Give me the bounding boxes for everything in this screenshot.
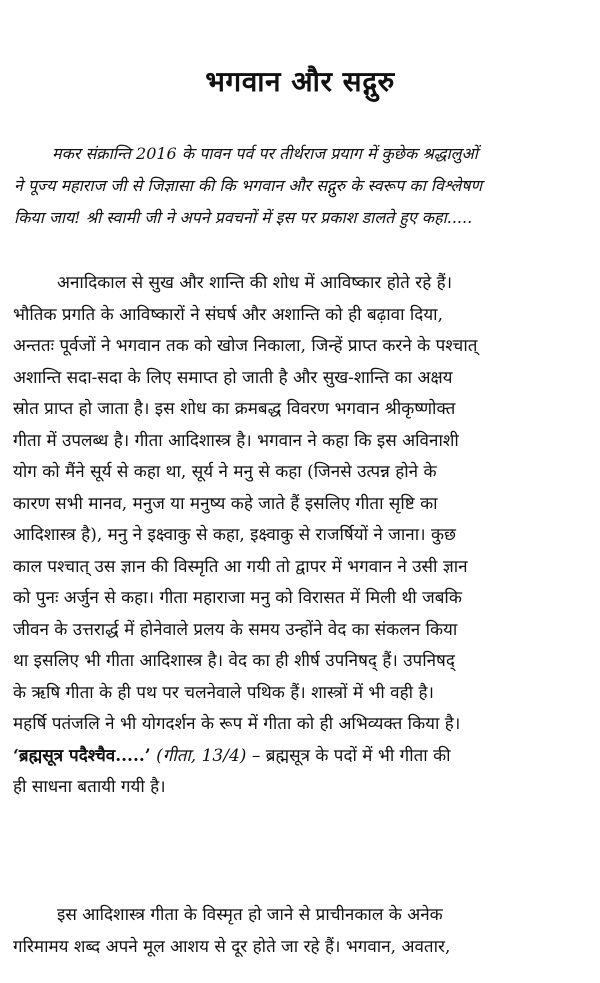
body-line: गीता में उपलब्ध है। गीता आदिशास्त्र है। भगवान ने कहा कि इस अविनाशी: [13, 430, 459, 451]
body-line: के ऋषि गीता के ही पथ पर चलनेवाले पथिक हैं। शास्त्रों में भी वही है।: [13, 682, 434, 703]
intro-line: मकर संक्रान्ति 2016 के पावन पर्व पर तीर्थराज प्रयाग में कुछेक श्रद्धालुओं: [52, 144, 478, 163]
quote-line: [13, 741, 587, 773]
intro-paragraph: [14, 138, 587, 234]
body-line: भौतिक प्रगति के आविष्कारों ने संघर्ष और अशान्ति को ही बढ़ावा दिया,: [13, 304, 443, 325]
quote-sanskrit: ‘ब्रह्मसूत्र पदैश्चैव.....’: [13, 745, 151, 766]
body-line: था इसलिए भी गीता आदिशास्त्र है। वेद का ही शीर्ष उपनिषद् हैं। उपनिषद्: [13, 651, 455, 671]
page-title: भगवान और सद्गुरु: [205, 65, 395, 98]
quote-citation: (गीता, 13/4): [156, 745, 247, 766]
body-line: जीवन के उत्तरार्द्ध में होनेवाले प्रलय के समय उन्होंने वेद का संकलन किया: [13, 619, 458, 640]
second-paragraph: [13, 900, 587, 963]
body-line: योग को मैंने सूर्य से कहा था, सूर्य ने मनु से कहा (जिनसे उत्पन्न होने के: [13, 462, 437, 482]
body-line: काल पश्चात् उस ज्ञान की विस्मृति आ गयी तो द्वापर में भगवान ने उसी ज्ञान: [13, 556, 468, 577]
intro-line: ने पूज्य महाराज जी से जिज्ञासा की कि भगवान और सद्गुरु के स्वरूप का विश्लेषण: [14, 176, 483, 195]
body-line: आदिशास्त्र है), मनु ने इक्ष्वाकु से कहा, इक्ष्वाकु से राजर्षियों ने जाना। कुछ: [13, 525, 456, 545]
body-line: अन्ततः पूर्वजों ने भगवान तक को खोज निकाला, जिन्हें प्राप्त करने के पश्चात्: [13, 336, 478, 356]
body-line: अशान्ति सदा-सदा के लिए समाप्त हो जाती है और सुख-शान्ति का अक्षय: [13, 367, 453, 388]
body-paragraph: [13, 268, 587, 804]
quote-tail-line: ही साधना बतायी गयी है।: [13, 777, 166, 797]
body-line: को पुनः अर्जुन से कहा। गीता महाराजा मनु को विरासत में मिली थी जबकि: [13, 588, 462, 608]
body-line: महर्षि पतंजलि ने भी योगदर्शन के रूप में गीता को ही अभिव्यक्त किया है।: [13, 714, 461, 734]
body-line: स्रोत प्राप्त हो जाता है। इस शोध का क्रमबद्ध विवरण भगवान श्रीकृष्णोक्त: [13, 399, 456, 419]
body-line: अनादिकाल से सुख और शान्ति की शोध में आविष्कार होते रहे हैं।: [57, 273, 453, 293]
body-line: इस आदिशास्त्र गीता के विस्मृत हो जाने से प्राचीनकाल के अनेक: [57, 905, 443, 925]
quote-rest: – ब्रह्मसूत्र के पदों में भी गीता की: [251, 745, 451, 766]
body-line: कारण सभी मानव, मनुज या मनुष्य कहे जाते हैं इसलिए गीता सृष्टि का: [13, 493, 438, 514]
body-line: गरिमामय शब्द अपने मूल आशय से दूर होते जा रहे हैं। भगवान, अवतार,: [13, 936, 451, 957]
intro-line: किया जाय! श्री स्वामी जी ने अपने प्रवचनों में इस पर प्रकाश डालते हुए कहा.....: [14, 208, 473, 227]
